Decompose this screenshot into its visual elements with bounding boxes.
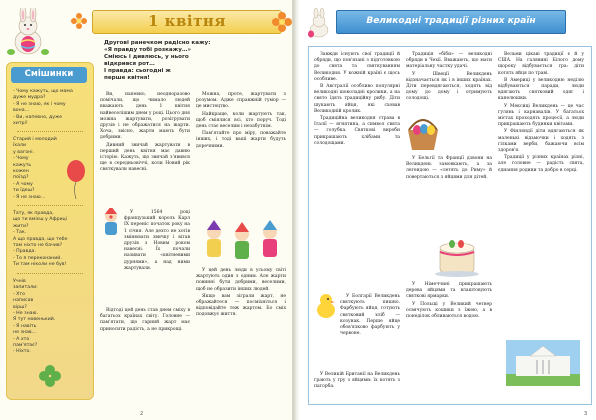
paragraph: Ви, напевно, неодноразово помічали, що чимало людей вважають день 1 квітня найвеселішим днем у році. Цього дня можна жартувати, розігрувати друзів і не ображатися на жарти. Хоча, звісно, жарти мають бути добрими. (100, 92, 190, 141)
joke-line: - Ви, напевно, дуже (13, 114, 63, 120)
page-title: 1 квітня (148, 12, 226, 30)
joke-line: написав (13, 298, 34, 304)
joke-line: - Правда. (13, 249, 36, 255)
paragraph: Можна, проте, жартувати з розумом. Адже справжній гумор — це мистецтво. (196, 92, 286, 110)
paragraph: Завжди існують свої традиції й обряди, що пов'язані з підготовкою до свята та святкуванням Великодня. У кожній країні є щось особливе. (314, 52, 400, 82)
joke-line: ти їдеш? (13, 188, 35, 194)
clown-figure-icon (100, 208, 122, 238)
joke-block (13, 211, 89, 269)
paragraph: Вельми цікаві традиції є й у США. На галявині Білого дому щороку відбувається гра: діти котять яйця по траві. (498, 52, 584, 76)
clover-icon (37, 363, 63, 389)
joke-block (13, 137, 61, 201)
verse-line: І правда: сьогодні ж (104, 68, 171, 74)
traditions-column-2-end (406, 282, 492, 321)
joke-line: вірш? (13, 304, 27, 310)
paragraph: У Мексиці Великдень — це час гулянь і карнавалів. У багатьох містах проходять процесії, а люди прикрашають будинки квітами. (498, 103, 584, 128)
intro-verse (104, 40, 274, 82)
paragraph: В Австралії особливо популярні великодні шоколадні кролики, а на свято їдять традиційну рибу. Діти шукають яйця, які сховав Великодній кролик. (314, 84, 400, 114)
joke-line: Старий і молодий (13, 137, 57, 142)
paragraph: У цей день люди в усьому світі жартують один з одним. Але жарти повинні бути добрими, веселими, щоб не образити інших людей. (196, 268, 286, 292)
traditions-column-1-end (314, 372, 400, 392)
joke-line: - А чому (13, 181, 33, 187)
chick-icon (314, 292, 338, 320)
book-gutter (293, 0, 300, 420)
verse-line: відкрився рот… (104, 61, 155, 67)
divider (17, 205, 83, 206)
joke-line: - Не знаю. (13, 311, 38, 317)
joke-line: - Ніхто. (13, 349, 31, 355)
traditions-column-1 (314, 52, 400, 148)
joke-block (13, 279, 89, 356)
joke-line: - Я не знаю, як і чому (13, 101, 66, 107)
joke-line: - Хто (13, 291, 25, 297)
joke-line: вона… (13, 108, 30, 114)
joke-line: - Я навіть (13, 323, 37, 329)
joke-line: - Так. (13, 230, 27, 236)
paragraph: Традиція «біби» — великодні обряди в Чехії. Вважають, що мати матеріальну частку удачі. (406, 52, 492, 70)
traditions-column-1-cont (340, 294, 400, 338)
traditions-column-2 (406, 52, 492, 104)
page-number: 2 (140, 411, 144, 417)
title-banner (92, 10, 282, 34)
paragraph: У Болгарії Великдень святкують пишно. Фарбують яйця, готують святковий хліб — козунак. Перше яйце обов'язково фарбують у червоне. (340, 294, 400, 337)
jokes-sidebar (6, 62, 94, 400)
joke-line: - Чому кажуть, що мама (13, 89, 73, 94)
paragraph: У Фінляндії діти вдягаються як маленькі відьмочки і ходять з гілками верби, бажаючи всім здоров'я. (498, 129, 584, 154)
bunny-with-egg-icon (6, 8, 50, 56)
joke-line: поїзд? (13, 175, 29, 181)
paragraph: Найкраще, коли жартують так, щоб сміялися всі, хто поруч. Тоді день стає веселим і незабутнім. (196, 111, 286, 130)
joke-line: там ніхто не бачив? (13, 243, 63, 249)
article-column-1-end (100, 308, 190, 334)
paragraph: Пам'ятайте про міру, поважайте інших, і тоді ваші жарти будуть доречними. (196, 131, 286, 149)
white-house-photo (506, 340, 580, 386)
joke-block (13, 89, 89, 127)
joke-line: Ти там ніколи не був! (13, 262, 67, 268)
traditions-column-3 (498, 52, 584, 175)
divider (17, 273, 83, 274)
joke-line: у вагоні. (13, 149, 35, 155)
joke-line: кожен (13, 169, 29, 175)
page-number: 3 (584, 411, 588, 417)
easter-basket-icon (406, 112, 440, 152)
traditions-column-2-cont (406, 156, 492, 182)
paragraph: У Швеції Великдень відзначається як і в інших країнах. Діти перевдягаються, ходять від дому до дому і отримують солодощі. (406, 71, 492, 102)
paragraph: У Великій Британії на Великдень грають у гру з яйцями: їх котять з пагорба. (314, 372, 400, 390)
article-column-2 (196, 92, 286, 151)
joke-line: пам'ятає? (13, 343, 38, 349)
left-page (0, 0, 293, 420)
bunny-icon (304, 8, 334, 38)
paragraph: Дивний звичай жартувати в перший день квітня має давню історію. Кажуть, що звичай з'явився ще в середньовіччі, коли Новий рік святкували навесні. (100, 142, 190, 173)
joke-line: Учнів (13, 279, 26, 284)
joke-line: кажуть (13, 162, 32, 168)
right-page-title: Великодні традиції різних країн (366, 16, 536, 26)
paragraph: У 1564 році французький король Карл IX переніс початок року на 1 січня. Але дехто не хотів змінювати звичку і вітав друзів з Новим роком навесні. Їх почали називати «квітневими дурнями», а над ними жартували. (124, 210, 190, 271)
joke-line: А що правда, що тебе (13, 236, 68, 242)
jester-figures-illustration (198, 218, 286, 262)
balloon-icon (63, 159, 89, 199)
verse-line: перше квітня! (104, 75, 150, 81)
joke-line: - Чому (13, 156, 29, 162)
verse-line: «Я правду тобі розкажу…» (104, 47, 192, 53)
joke-line: хитрі! (13, 121, 28, 127)
joke-line: дуже мудра? (13, 95, 46, 101)
article-column-1 (100, 92, 190, 175)
cake-icon (432, 226, 482, 278)
paragraph: В Америці у великодню неділю відбуваються паради, люди вдягають святковий одяг і капелюшки. (498, 77, 584, 102)
joke-line: Я тут новенький. (13, 317, 56, 323)
right-title-banner (336, 10, 566, 34)
verse-line: Сміюсь і дивлюсь, у нього (104, 54, 189, 60)
joke-line: що ти вмієш у Африці (13, 217, 67, 223)
joke-line: жити? (13, 223, 29, 229)
joke-line: - А хто (13, 336, 30, 342)
paragraph: У Німеччині прикрашають дерева яйцями та влаштовують святкові ярмарки. (406, 282, 492, 300)
divider (17, 131, 83, 132)
joke-line: запитали: (13, 285, 38, 291)
flower-icon (271, 11, 293, 33)
flower-icon (70, 12, 88, 30)
sidebar-title: Смішинки (24, 69, 74, 79)
paragraph: Відтоді цей день став днем сміху в багатьох країнах світу. Головне — пам'ятати, що гарний жарт має приносити радість, а не прикрощі. (100, 308, 190, 332)
joke-line: Тату, як правда, (13, 211, 54, 216)
article-column-1-cont (124, 210, 190, 273)
paragraph: Традиції у різних країнах різні, але головне — радість свята, єднання родини та добро в серці. (498, 155, 584, 173)
joke-line: - Я не знаю… (13, 194, 46, 200)
article-column-2-cont (196, 268, 286, 320)
paragraph: Традиційна великодня страва в Італії — ягнятина, а символ свята — голубка. Святкові вироби прикрашають хлібами та солодощами. (314, 116, 400, 146)
verse-line: Другові ранечком радісно кажу: (104, 40, 211, 46)
paragraph: Якщо вам зіграли жарт, не ображайтеся — посміхніться і відповідайте теж жартом. Бо сміх подовжує життя. (196, 293, 286, 318)
joke-line: їхали (13, 143, 26, 149)
joke-line: - То я переконаний. (13, 255, 62, 261)
sidebar-title-box (11, 67, 87, 83)
paragraph: У Польщі у Великий четвер освячують кошики з їжею, а в понеділок обливаються водою. (406, 301, 492, 320)
joke-line: не знав… (13, 330, 37, 336)
paragraph: У Бельгії та Франції дзвони на Великдень замовкають, а за легендою — «летять до Риму» й повертаються з яйцями для дітей. (406, 156, 492, 180)
